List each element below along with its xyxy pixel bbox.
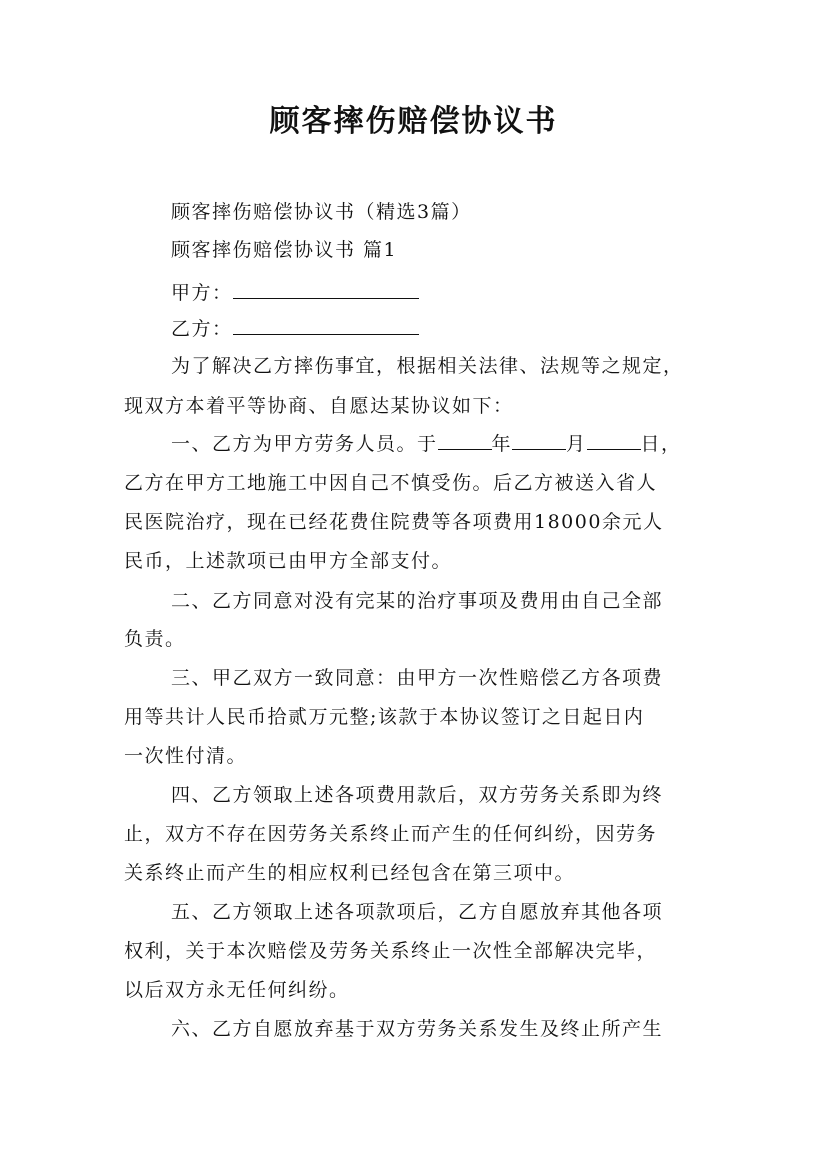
clause-1-line-3: 民医院治疗，现在已经花费住院费等各项费用18000余元人	[124, 511, 664, 533]
document-title: 顾客摔伤赔偿协议书	[269, 104, 558, 139]
clause-5-line-3: 以后双方永无任何纠纷。	[124, 979, 350, 1001]
party-a-label: 甲方：	[171, 282, 233, 304]
year-label: 年	[491, 433, 513, 455]
party-b-label: 乙方：	[171, 318, 233, 340]
clause-2-line-2: 负责。	[124, 628, 186, 650]
clause-1-line-1	[171, 430, 682, 458]
intro-line-2: 现双方本着平等协商、自愿达某协议如下：	[124, 395, 514, 417]
party-a-blank	[233, 279, 419, 299]
clause-4-line-2: 止，双方不存在因劳务关系终止而产生的任何纠纷，因劳务	[124, 823, 658, 845]
section-heading: 顾客摔伤赔偿协议书 篇1	[171, 239, 398, 261]
clause-3-line-1: 三、甲乙双方一致同意：由甲方一次性赔偿乙方各项费	[171, 667, 664, 689]
document-subtitle: 顾客摔伤赔偿协议书（精选3篇）	[171, 201, 472, 223]
intro-line-1: 为了解决乙方摔伤事宜，根据相关法律、法规等之规定，	[171, 355, 684, 377]
month-label: 月	[566, 433, 587, 455]
party-a-line	[171, 279, 419, 307]
clause-6-line-1: 六、乙方自愿放弃基于双方劳务关系发生及终止所产生	[171, 1018, 664, 1040]
clause-2-line-1: 二、乙方同意对没有完某的治疗事项及费用由自己全部	[171, 590, 664, 612]
day-label: 日，	[640, 433, 682, 455]
party-b-blank	[233, 315, 419, 335]
clause-5-line-2: 权利，关于本次赔偿及劳务关系终止一次性全部解决完毕，	[124, 940, 658, 962]
clause-1-line-4: 民币，上述款项已由甲方全部支付。	[124, 550, 453, 572]
month-blank	[512, 430, 566, 450]
clause-3-line-3: 一次性付清。	[124, 745, 248, 767]
clause-1-text: 一、乙方为甲方劳务人员。于	[171, 433, 438, 455]
clause-1-line-2: 乙方在甲方工地施工中因自己不慎受伤。后乙方被送入省人	[124, 472, 658, 494]
clause-5-line-1: 五、乙方领取上述各项款项后，乙方自愿放弃其他各项	[171, 901, 664, 923]
party-b-line	[171, 315, 419, 343]
clause-4-line-1: 四、乙方领取上述各项费用款后，双方劳务关系即为终	[171, 784, 664, 806]
year-blank	[438, 430, 492, 450]
day-blank	[587, 430, 641, 450]
clause-3-line-2: 用等共计人民币拾贰万元整;该款于本协议签订之日起日内	[124, 706, 645, 728]
clause-4-line-3: 关系终止而产生的相应权利已经包含在第三项中。	[124, 862, 576, 884]
